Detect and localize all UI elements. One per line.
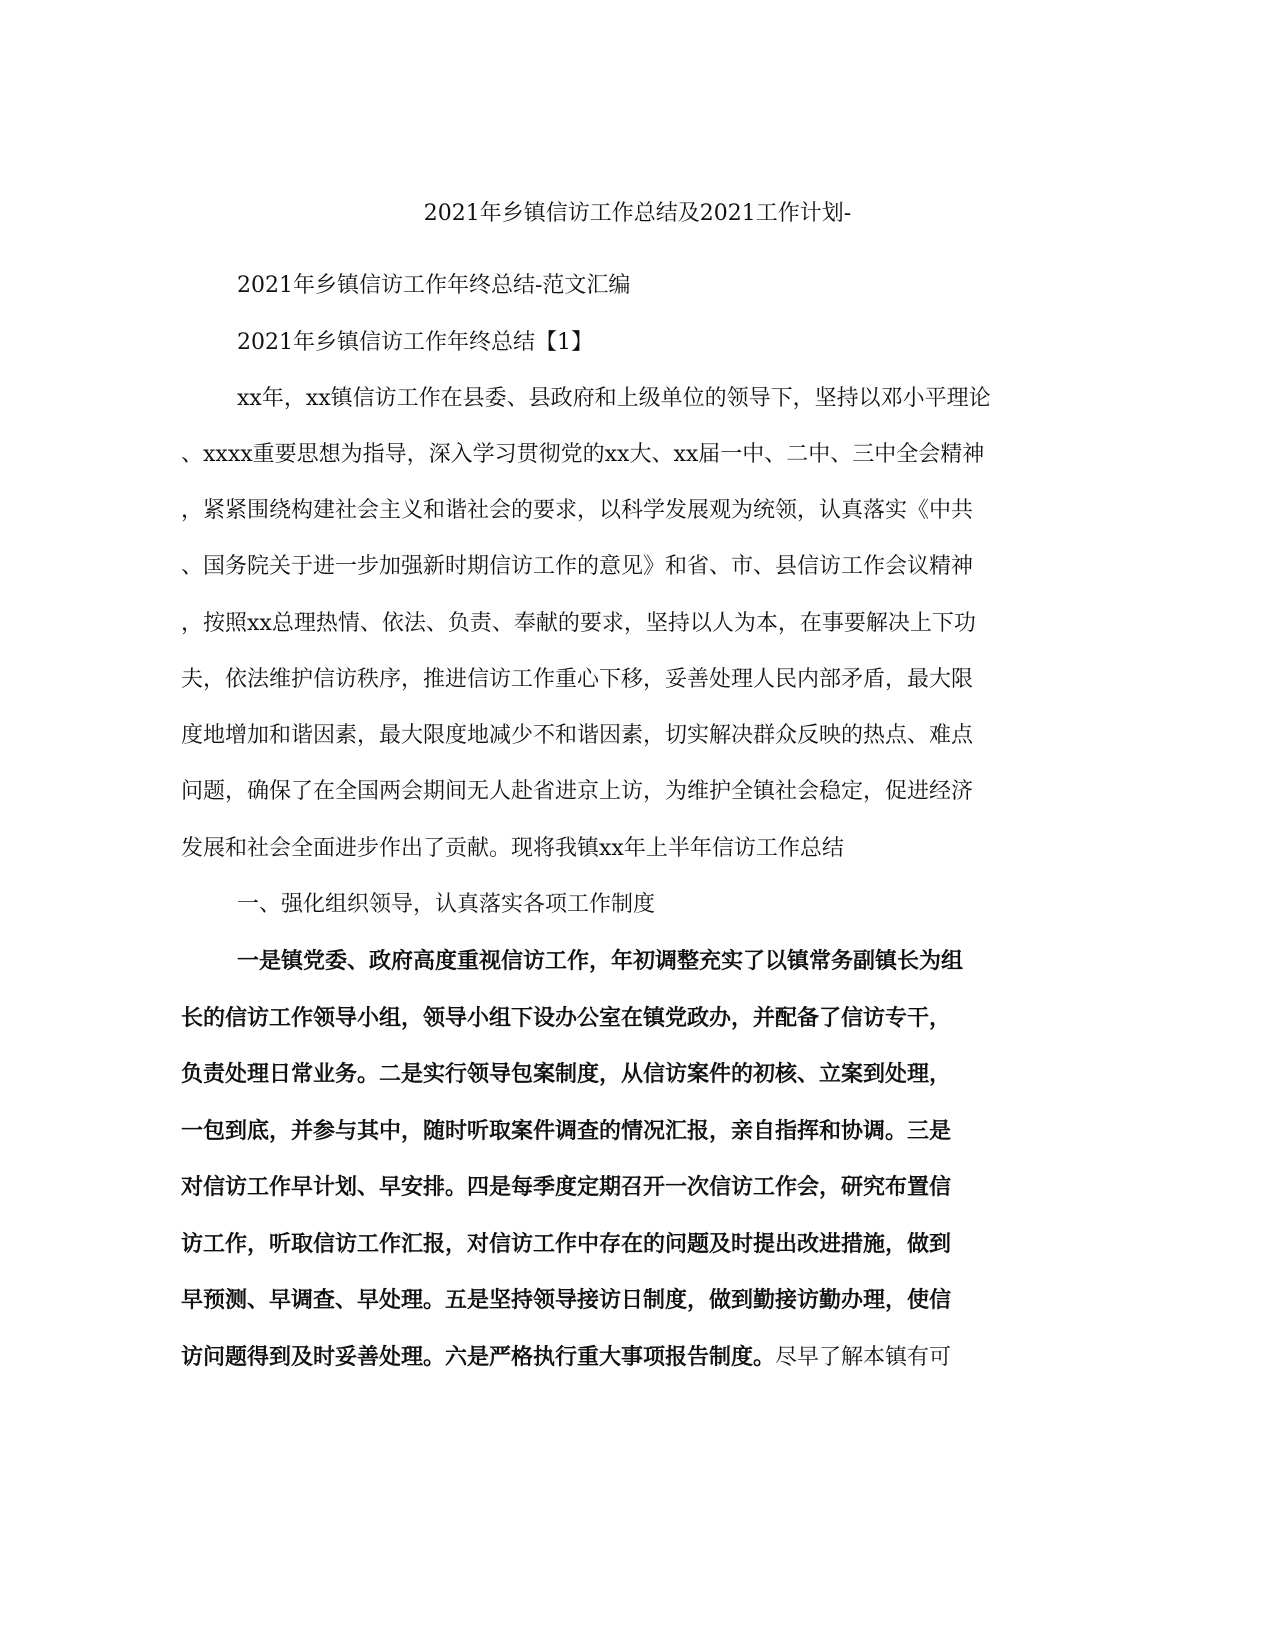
paragraph-2-line: 对信访工作早计划、早安排。四是每季度定期召开一次信访工作会，研究布置信 bbox=[181, 1175, 952, 1200]
paragraph-1-line: 发展和社会全面进步作出了贡献。现将我镇xx年上半年信访工作总结 bbox=[181, 836, 844, 861]
paragraph-2-line bbox=[181, 1340, 1061, 1376]
paragraph-2-line: 访工作，听取信访工作汇报，对信访工作中存在的问题及时提出改进措施，做到 bbox=[181, 1232, 952, 1257]
paragraph-2-line: 负责处理日常业务。二是实行领导包案制度，从信访案件的初核、立案到处理， bbox=[181, 1062, 952, 1087]
paragraph-1-line: 问题，确保了在全国两会期间无人赴省进京上访，为维护全镇社会稳定，促进经济 bbox=[181, 779, 974, 804]
paragraph-2-line-bold-part: 访问题得到及时妥善处理。六是严格执行重大事项报告制度。 bbox=[181, 1345, 776, 1370]
section-1-heading: 一、强化组织领导，认真落实各项工作制度 bbox=[237, 892, 656, 917]
paragraph-1-line: 度地增加和谐因素，最大限度地减少不和谐因素，切实解决群众反映的热点、难点 bbox=[181, 723, 974, 748]
paragraph-1-line: xx年，xx镇信访工作在县委、县政府和上级单位的领导下，坚持以邓小平理论 bbox=[237, 386, 991, 411]
subtitle-summary-collection: 2021年乡镇信访工作年终总结-范文汇编 bbox=[237, 273, 631, 298]
document-title: 2021年乡镇信访工作总结及2021工作计划- bbox=[423, 201, 852, 226]
paragraph-2-line: 一包到底，并参与其中，随时听取案件调查的情况汇报，亲自指挥和协调。三是 bbox=[181, 1119, 952, 1144]
paragraph-1-line: 、国务院关于进一步加强新时期信访工作的意见》和省、市、县信访工作会议精神 bbox=[181, 554, 974, 579]
subtitle-summary-1: 2021年乡镇信访工作年终总结【1】 bbox=[237, 330, 593, 355]
paragraph-2-line: 长的信访工作领导小组，领导小组下设办公室在镇党政办，并配备了信访专干， bbox=[181, 1006, 952, 1031]
paragraph-2-line-tail: 尽早了解本镇有可 bbox=[775, 1345, 952, 1370]
paragraph-1-line: 、xxxx重要思想为指导，深入学习贯彻党的xx大、xx届一中、二中、三中全会精神 bbox=[181, 442, 985, 467]
paragraph-2-line: 早预测、早调查、早处理。五是坚持领导接访日制度，做到勤接访勤办理，使信 bbox=[181, 1288, 952, 1313]
paragraph-1-line: ，紧紧围绕构建社会主义和谐社会的要求，以科学发展观为统领，认真落实《中共 bbox=[181, 498, 974, 523]
paragraph-2-line: 一是镇党委、政府高度重视信访工作，年初调整充实了以镇常务副镇长为组 bbox=[237, 949, 964, 974]
paragraph-1-line: ，按照xx总理热情、依法、负责、奉献的要求，坚持以人为本，在事要解决上下功 bbox=[181, 611, 976, 636]
paragraph-1-line: 夫，依法维护信访秩序，推进信访工作重心下移，妥善处理人民内部矛盾，最大限 bbox=[181, 667, 974, 692]
